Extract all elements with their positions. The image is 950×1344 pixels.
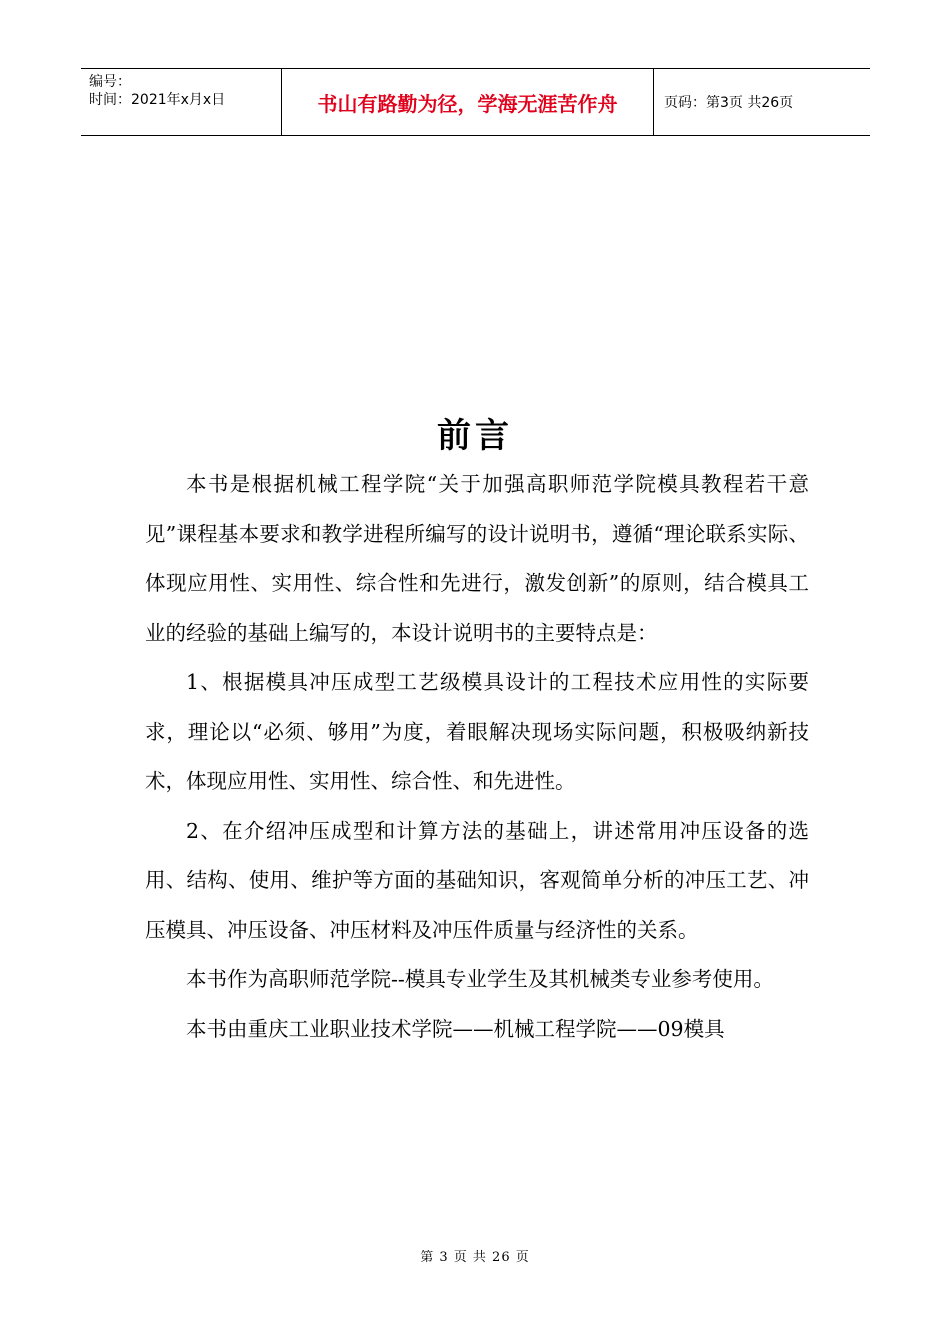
paragraph: 本书是根据机械工程学院“关于加强高职师范学院模具教程若干意见”课程基本要求和教学进程所编写的设计说明书，遵循“理论联系实际、体现应用性、实用性、综合性和先进行，激发创新”的原则，结合模具工业的经验的基础上编写的，本设计说明书的主要特点是： — [145, 472, 809, 645]
number-label: 编号： — [89, 74, 131, 90]
header-table — [81, 68, 870, 136]
paragraph: 本书作为高职师范学院--模具专业学生及其机械类专业参考使用。 — [186, 967, 774, 991]
header-motto: 书山有路勤为径，学海无涯苦作舟 — [282, 69, 654, 135]
paragraph: 2、在介绍冲压成型和计算方法的基础上，讲述常用冲压设备的选用、结构、使用、维护等方面的基础知识，客观简单分析的冲压工艺、冲压模具、冲压设备、冲压材料及冲压件质量与经济性的关系。 — [145, 818, 809, 942]
page-footer: 第 3 页 共 26 页 — [420, 1250, 530, 1265]
header-page-info: 页码：第3页 共26页 — [664, 95, 794, 111]
paragraph: 1、根据模具冲压成型工艺级模具设计的工程技术应用性的实际要求，理论以“必须、够用”为度，着眼解决现场实际问题，积极吸纳新技术，体现应用性、实用性、综合性、和先进性。 — [145, 670, 809, 793]
document-body — [145, 460, 809, 1054]
header-meta-cell — [81, 69, 282, 135]
document-title: 前言 — [437, 416, 513, 456]
time-label: 时间：2021年x月x日 — [89, 92, 226, 108]
paragraph: 本书由重庆工业职业技术学院——机械工程学院——09模具 — [186, 1016, 725, 1041]
